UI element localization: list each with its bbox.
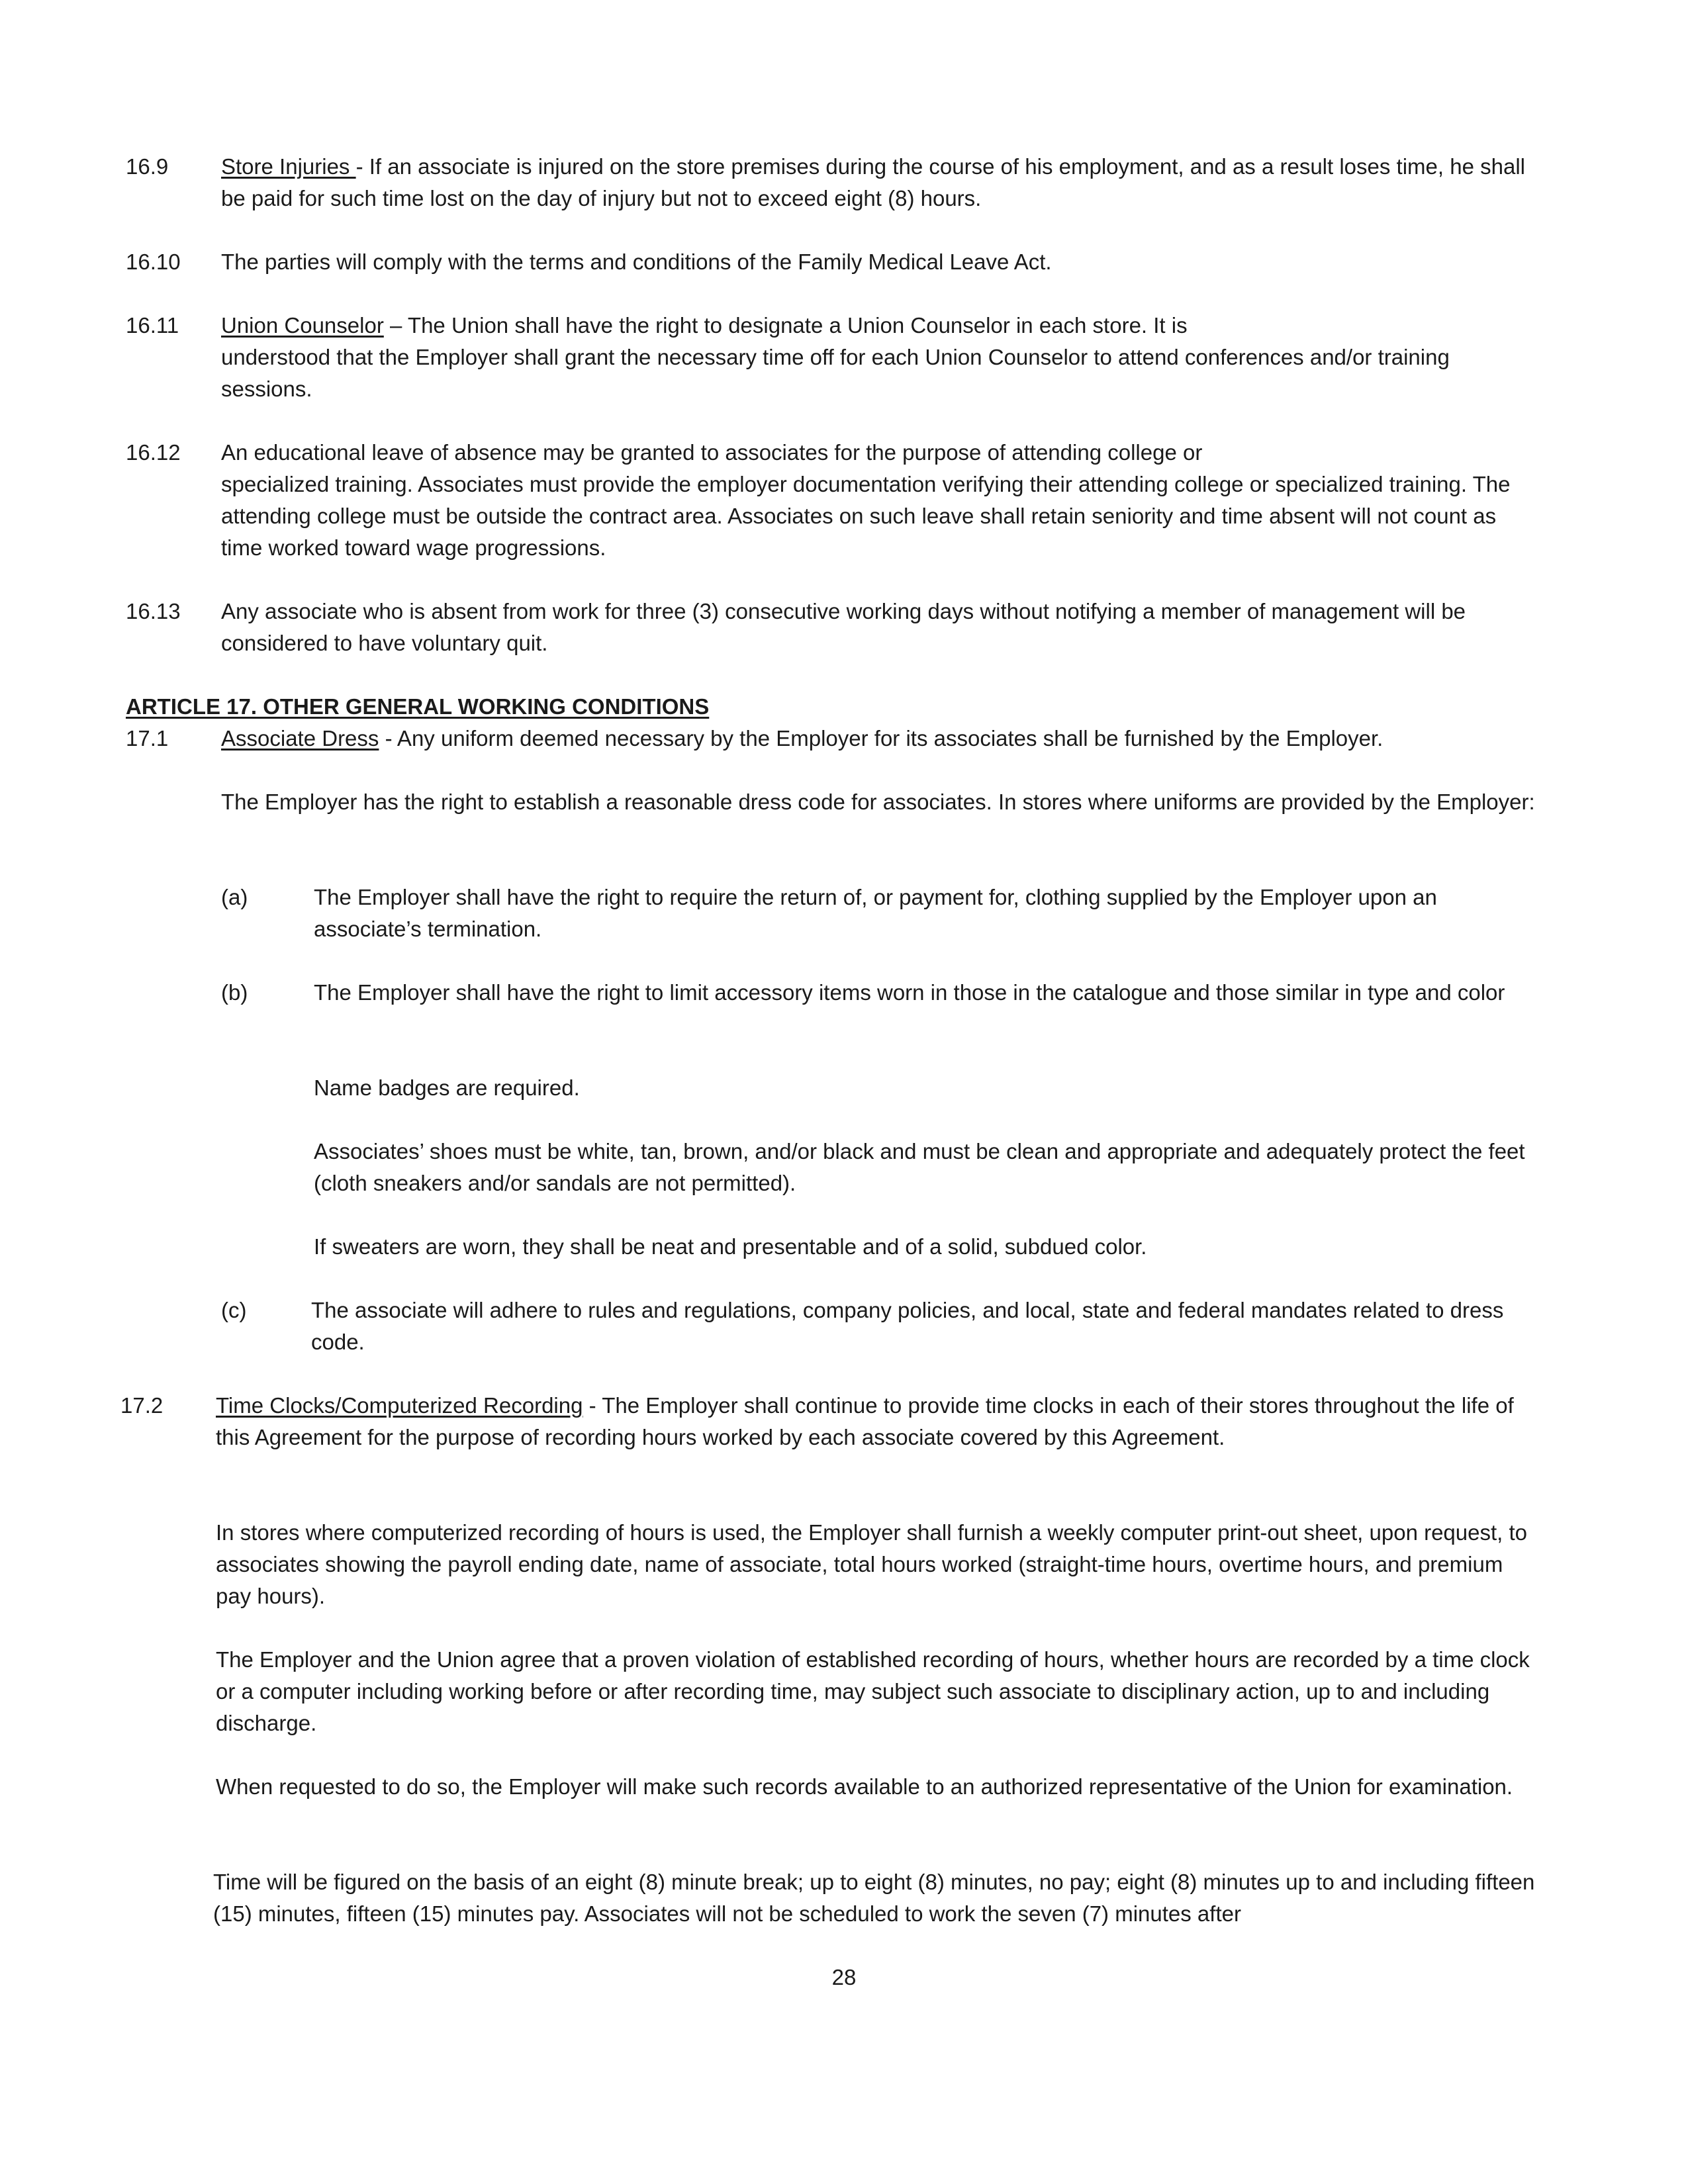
item-b-sub: Associates’ shoes must be white, tan, brown, and/or black and must be clean and appropriate and adequately protect the feet (cloth sneakers and/or sandals are not permitted). bbox=[314, 1139, 1525, 1195]
section-text: – The Union shall have the right to designate a Union Counselor in each store. It is bbox=[383, 313, 1188, 338]
paragraph: Time will be figured on the basis of an eight (8) minute break; up to eight (8) minutes, no pay; eight (8) minutes up to and including fifteen (15) minutes, fifteen (15) minutes pay. Associates will not be scheduled to work the seven (7) minutes after bbox=[213, 1870, 1535, 1926]
section-number: 17.2 bbox=[120, 1393, 164, 1418]
section-title: Union Counselor bbox=[221, 313, 384, 338]
section-title: Store Injuries bbox=[221, 154, 356, 179]
section-number: 16.12 bbox=[126, 440, 181, 465]
item-b-sub: If sweaters are worn, they shall be neat and presentable and of a solid, subdued color. bbox=[314, 1234, 1147, 1259]
section-text: understood that the Employer shall grant the necessary time off for each Union Counselor to attend conferences and/or training sessions. bbox=[221, 345, 1450, 401]
section-number: 16.10 bbox=[126, 250, 181, 274]
section-number: 17.1 bbox=[126, 726, 169, 751]
item-label: (b) bbox=[221, 980, 248, 1005]
section-number: 16.9 bbox=[126, 154, 169, 179]
paragraph: In stores where computerized recording of hours is used, the Employer shall furnish a weekly computer print-out sheet, upon request, to associates showing the payroll ending date, name of associate, total hours worked (straight-time hours, overtime hours, and premium pay hours). bbox=[216, 1520, 1528, 1608]
item-label: (a) bbox=[221, 885, 248, 909]
section-text: - The Employer shall continue to provide time clocks in each of their stores throughout the life of this Agreement for the purpose of recording hours worked by each associate covered by this Agreement. bbox=[216, 1393, 1514, 1449]
section-text: An educational leave of absence may be granted to associates for the purpose of attending college or bbox=[221, 440, 1203, 465]
item-b-sub: Name badges are required. bbox=[314, 1075, 580, 1100]
item-a-text: The Employer shall have the right to require the return of, or payment for, clothing supplied by the Employer upon an associate’s termination. bbox=[314, 885, 1437, 941]
paragraph: When requested to do so, the Employer will make such records available to an authorized representative of the Union for examination. bbox=[216, 1774, 1513, 1799]
section-text: - If an associate is injured on the store premises during the course of his employment, and as a result loses time, he shall be paid for such time lost on the day of injury but not to exceed eight (8) hours. bbox=[221, 154, 1525, 210]
item-label: (c) bbox=[221, 1298, 247, 1322]
article-heading: ARTICLE 17. OTHER GENERAL WORKING CONDITIONS bbox=[126, 694, 710, 719]
section-title: Time Clocks/Computerized Recording bbox=[216, 1393, 583, 1418]
section-title: Associate Dress bbox=[221, 726, 379, 751]
paragraph: The Employer and the Union agree that a proven violation of established recording of hours, whether hours are recorded by a time clock or a computer including working before or after recording time, may subject such associate to disciplinary action, up to and including discharge. bbox=[216, 1647, 1530, 1735]
item-b-text: The Employer shall have the right to limit accessory items worn in those in the catalogue and those similar in type and color bbox=[314, 980, 1505, 1005]
section-16-13: Any associate who is absent from work for three (3) consecutive working days without notifying a member of management will be considered to have voluntary quit. bbox=[221, 599, 1466, 655]
section-number: 16.11 bbox=[126, 313, 179, 338]
section-16-9 bbox=[221, 151, 1538, 214]
section-number: 16.13 bbox=[126, 599, 181, 623]
item-c-text: The associate will adhere to rules and regulations, company policies, and local, state and federal mandates related to dress code. bbox=[311, 1298, 1504, 1354]
section-text: specialized training. Associates must provide the employer documentation verifying their attending college or specialized training. The attending college must be outside the contract area. Associates on such leave shall retain seniority and time absent will not count as time worked toward wage progressions. bbox=[221, 472, 1511, 560]
section-16-12 bbox=[221, 437, 1538, 564]
page-number: 28 bbox=[831, 1965, 857, 1989]
section-16-11 bbox=[221, 310, 1538, 405]
section-17-2 bbox=[216, 1390, 1538, 1453]
section-text: - Any uniform deemed necessary by the Employer for its associates shall be furnished by the Employer. bbox=[379, 726, 1383, 751]
paragraph: The Employer has the right to establish a reasonable dress code for associates. In stores where uniforms are provided by the Employer: bbox=[221, 790, 1535, 814]
section-17-1 bbox=[221, 723, 1538, 754]
section-16-10: The parties will comply with the terms and conditions of the Family Medical Leave Act. bbox=[221, 250, 1052, 274]
